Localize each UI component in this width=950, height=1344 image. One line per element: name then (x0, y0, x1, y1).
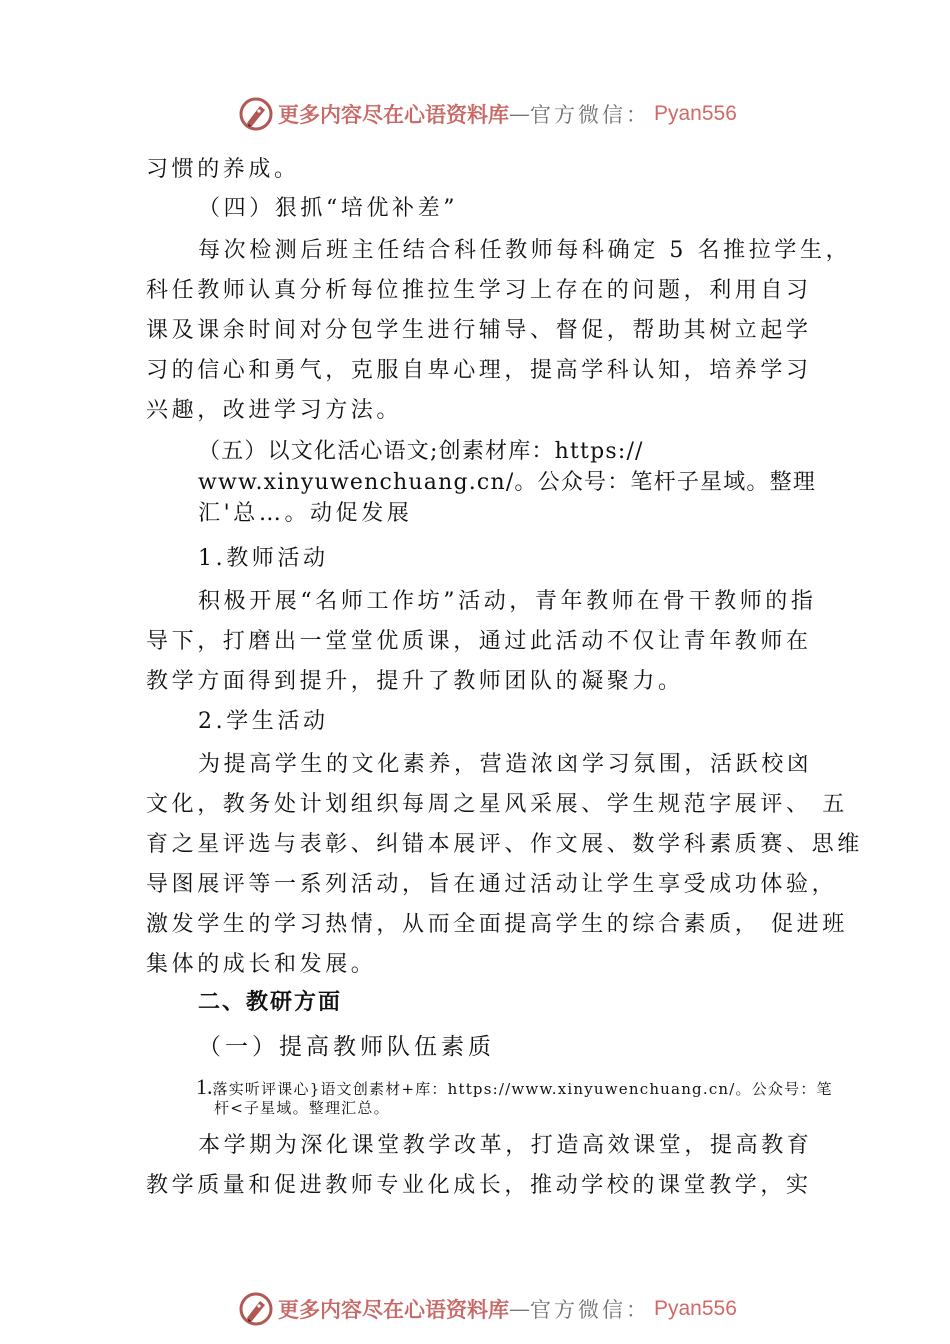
banner-dash: — (509, 102, 530, 126)
paragraph-line: 本学期为深化课堂教学改革，打造高效课堂，提高教育 (198, 1133, 813, 1158)
paragraph-line: 为提高学生的文化素养，营造浓㓙学习氛围，活跃校㓙 (198, 752, 813, 777)
list-item-1 (196, 1074, 833, 1099)
section-heading-4: （四）狠抓“培优补差” (198, 196, 459, 221)
paragraph-line: 导图展评等一系列活动，旨在通过活动让学生享受成功体验， (146, 872, 838, 897)
paragraph-line: 集体的成长和发展。 (146, 952, 377, 977)
paragraph-line: 教学质量和促进教师专业化成长，推动学校的课堂教学，实 (146, 1173, 812, 1198)
banner-library-title: 更多内容尽在心语资料库 (278, 102, 509, 127)
section-heading-5: （五）以文化活心语文;创素材库：https:// (198, 439, 644, 464)
subheading-teacher-activities: 1.教师活动 (198, 546, 329, 571)
banner-wechat-id: Pyan556 (654, 102, 737, 125)
banner-wechat-label: 官方微信： (530, 103, 650, 127)
paragraph-line: 教学方面得到提升，提升了教师团队的凝聚力。 (146, 669, 684, 694)
section-heading-teaching-research: 二、教研方面 (198, 990, 343, 1015)
paragraph-line: 习惯的养成。 (146, 157, 300, 182)
paragraph-line: 积极开展“名师工作坊”活动，青年教师在骨干教师的指 (198, 589, 817, 614)
pen-nib-logo-icon (238, 1291, 274, 1327)
paragraph-line: 课及课余时间对分包学生进行辅导、督促，帮助其树立起学 (146, 318, 812, 343)
paragraph-line: www.xinyuwenchuang.cn/。公众号：笔杆子星域。整理 (198, 470, 817, 495)
paragraph-line: 习的信心和勇气，克服自卑心理，提高学科认知，培养学习 (146, 358, 812, 383)
paragraph-line: 科任教师认真分析每位推拉生学习上存在的问题，利用自习 (146, 278, 812, 303)
paragraph-line: 导下，打磨出一堂堂优质课，通过此活动不仅让青年教师在 (146, 629, 812, 654)
banner-dash: — (509, 1297, 530, 1321)
paragraph-line: 文化，教务处计划组织每周之星风采展、学生规范字展评、 五 (146, 792, 848, 817)
banner-wechat-label: 官方微信： (530, 1298, 650, 1322)
subheading-student-activities: 2.学生活动 (198, 709, 329, 734)
banner-library-title: 更多内容尽在心语资料库 (278, 1297, 509, 1322)
paragraph-line: 汇'总…。动促发展 (198, 501, 413, 526)
paragraph-line: 兴趣，改进学习方法。 (146, 398, 403, 423)
paragraph-line: 育之星评选与表彰、纠错本展评、作文展、数学科素质赛、思维 (146, 832, 863, 857)
section-heading-teacher-quality: （一）提高教师队伍素质 (198, 1034, 495, 1060)
footer-banner (238, 1289, 737, 1329)
header-banner (238, 94, 737, 134)
paragraph-line: 杆<子星域。整理汇总。 (214, 1099, 390, 1117)
banner-wechat-id: Pyan556 (654, 1297, 737, 1320)
pen-nib-logo-icon (238, 96, 274, 132)
paragraph-line: 激发学生的学习热情，从而全面提高学生的综合素质， 促进班 (146, 912, 848, 937)
list-item-text: 落实听评课心}语文创素材+库：https://www.xinyuwenchuang.cn/。公众号：笔 (212, 1080, 833, 1098)
list-number: 1. (196, 1074, 213, 1099)
paragraph-line: 每次检测后班主任结合科任教师每科确定 5 名推拉学生， (198, 238, 852, 263)
